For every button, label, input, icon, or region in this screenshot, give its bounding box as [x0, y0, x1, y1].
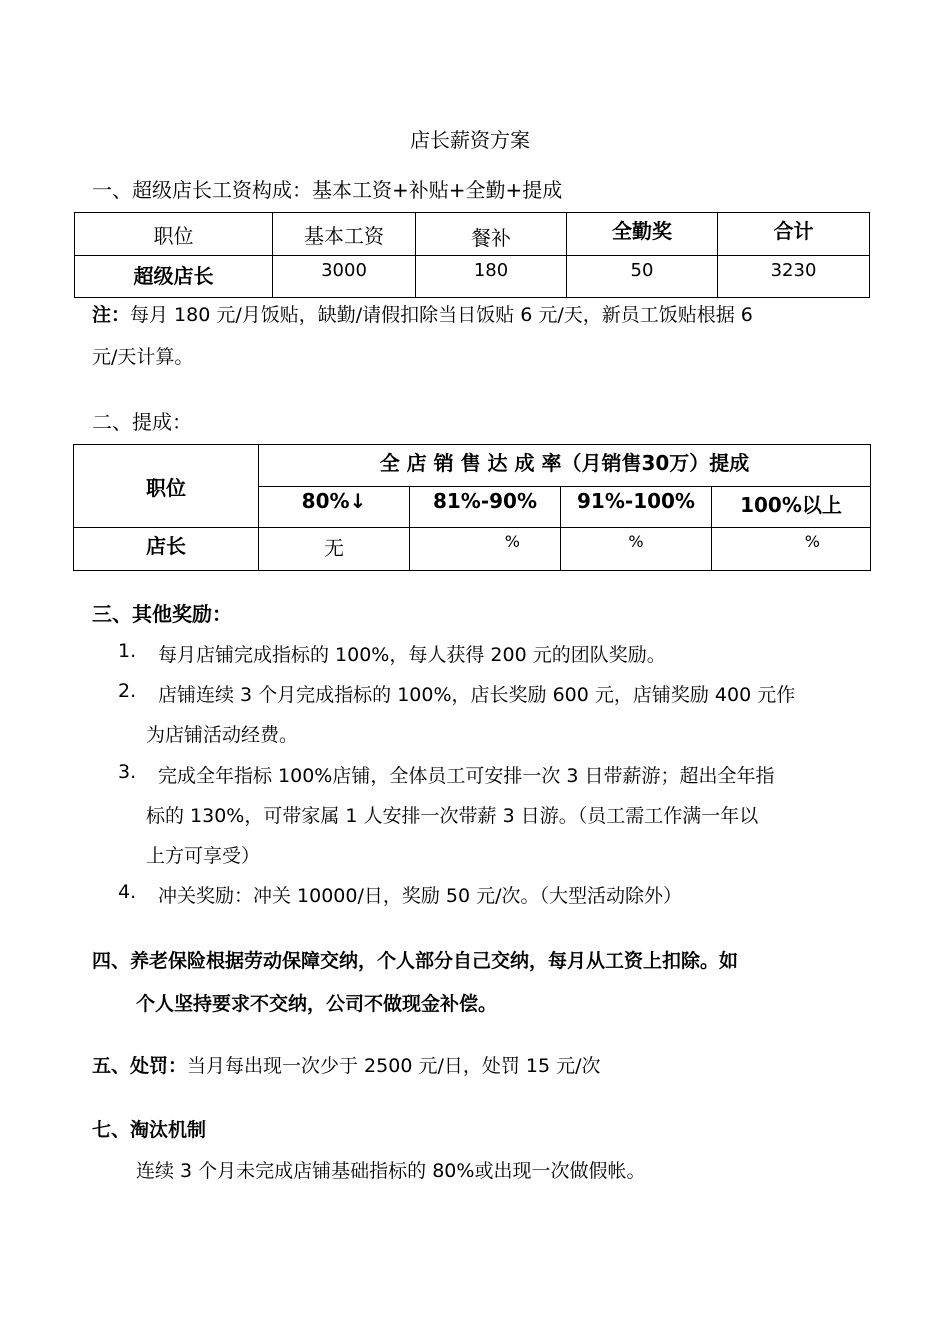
section3-heading: 三、其他奖励： — [92, 602, 232, 626]
section7-text: 连续 3 个月未完成店铺基础指标的 80%或出现一次做假帐。 — [136, 1160, 646, 1182]
tier-80-below: 80%↓ — [259, 487, 410, 528]
header-position: 职位 — [75, 213, 273, 256]
header-meal-allowance: 餐补 — [416, 213, 567, 256]
section5-text: 当月每出现一次少于 2500 元/日，处罚 15 元/次 — [187, 1055, 601, 1077]
commission-value-3: % — [561, 528, 712, 571]
commission-header-rate: 全 店 销 售 达 成 率（月销售30万）提成 — [259, 445, 871, 487]
reward-item-3-line3: 上方可享受） — [146, 845, 261, 867]
row-position: 超级店长 — [75, 256, 273, 298]
reward-item-1-num: 1. — [118, 640, 137, 662]
tier-81-90: 81%-90% — [410, 487, 561, 528]
header-total: 合计 — [718, 213, 870, 256]
note-text: 每月 180 元/月饭贴，缺勤/请假扣除当日饭贴 6 元/天，新员工饭贴根据 6 — [130, 304, 753, 326]
reward-item-4-num: 4. — [118, 881, 137, 903]
commission-value-2: % — [410, 528, 561, 571]
reward-item-1-line1: 每月店铺完成指标的 100%，每人获得 200 元的团队奖励。 — [158, 644, 666, 666]
row-meal-allowance: 180 — [416, 256, 567, 298]
row-base-salary: 3000 — [273, 256, 416, 298]
section5-label: 五、处罚： — [92, 1055, 188, 1077]
section4-line2: 个人坚持要求不交纳，公司不做现金补偿。 — [136, 993, 498, 1015]
reward-item-3-num: 3. — [118, 761, 137, 783]
section4-line1: 四、养老保险根据劳动保障交纳，个人部分自己交纳，每月从工资上扣除。如 — [92, 950, 739, 972]
reward-item-4-line1: 冲关奖励：冲关 10000/日，奖励 50 元/次。（大型活动除外） — [158, 885, 683, 907]
reward-item-3-line1: 完成全年指标 100%店铺，全体员工可安排一次 3 日带薪游；超出全年指 — [158, 765, 775, 787]
reward-item-2-line1: 店铺连续 3 个月完成指标的 100%，店长奖励 600 元，店铺奖励 400 元作 — [158, 684, 796, 706]
note-line2: 元/天计算。 — [92, 346, 194, 368]
row-attendance-bonus: 50 — [567, 256, 718, 298]
commission-value-1: 无 — [259, 528, 410, 571]
note-label: 注： — [92, 304, 131, 326]
page-title: 店长薪资方案 — [410, 128, 530, 152]
commission-header-position: 职位 — [74, 445, 259, 528]
tier-100-above: 100%以上 — [712, 487, 871, 528]
commission-table — [73, 444, 871, 571]
section1-heading: 一、超级店长工资构成：基本工资+补贴+全勤+提成 — [92, 178, 563, 202]
reward-item-2-num: 2. — [118, 680, 137, 702]
section2-heading: 二、提成： — [92, 410, 192, 434]
header-base-salary: 基本工资 — [273, 213, 416, 256]
note-line1 — [92, 300, 753, 327]
commission-row-label: 店长 — [74, 528, 259, 571]
header-attendance-bonus: 全勤奖 — [567, 213, 718, 256]
section7-heading: 七、淘汰机制 — [92, 1119, 207, 1141]
salary-table — [74, 212, 870, 298]
reward-item-2-line2: 为店铺活动经费。 — [146, 724, 299, 746]
commission-value-4: % — [712, 528, 871, 571]
reward-item-3-line2: 标的 130%，可带家属 1 人安排一次带薪 3 日游。（员工需工作满一年以 — [146, 805, 759, 827]
row-total: 3230 — [718, 256, 870, 298]
tier-91-100: 91%-100% — [561, 487, 712, 528]
section5-line — [92, 1051, 601, 1078]
